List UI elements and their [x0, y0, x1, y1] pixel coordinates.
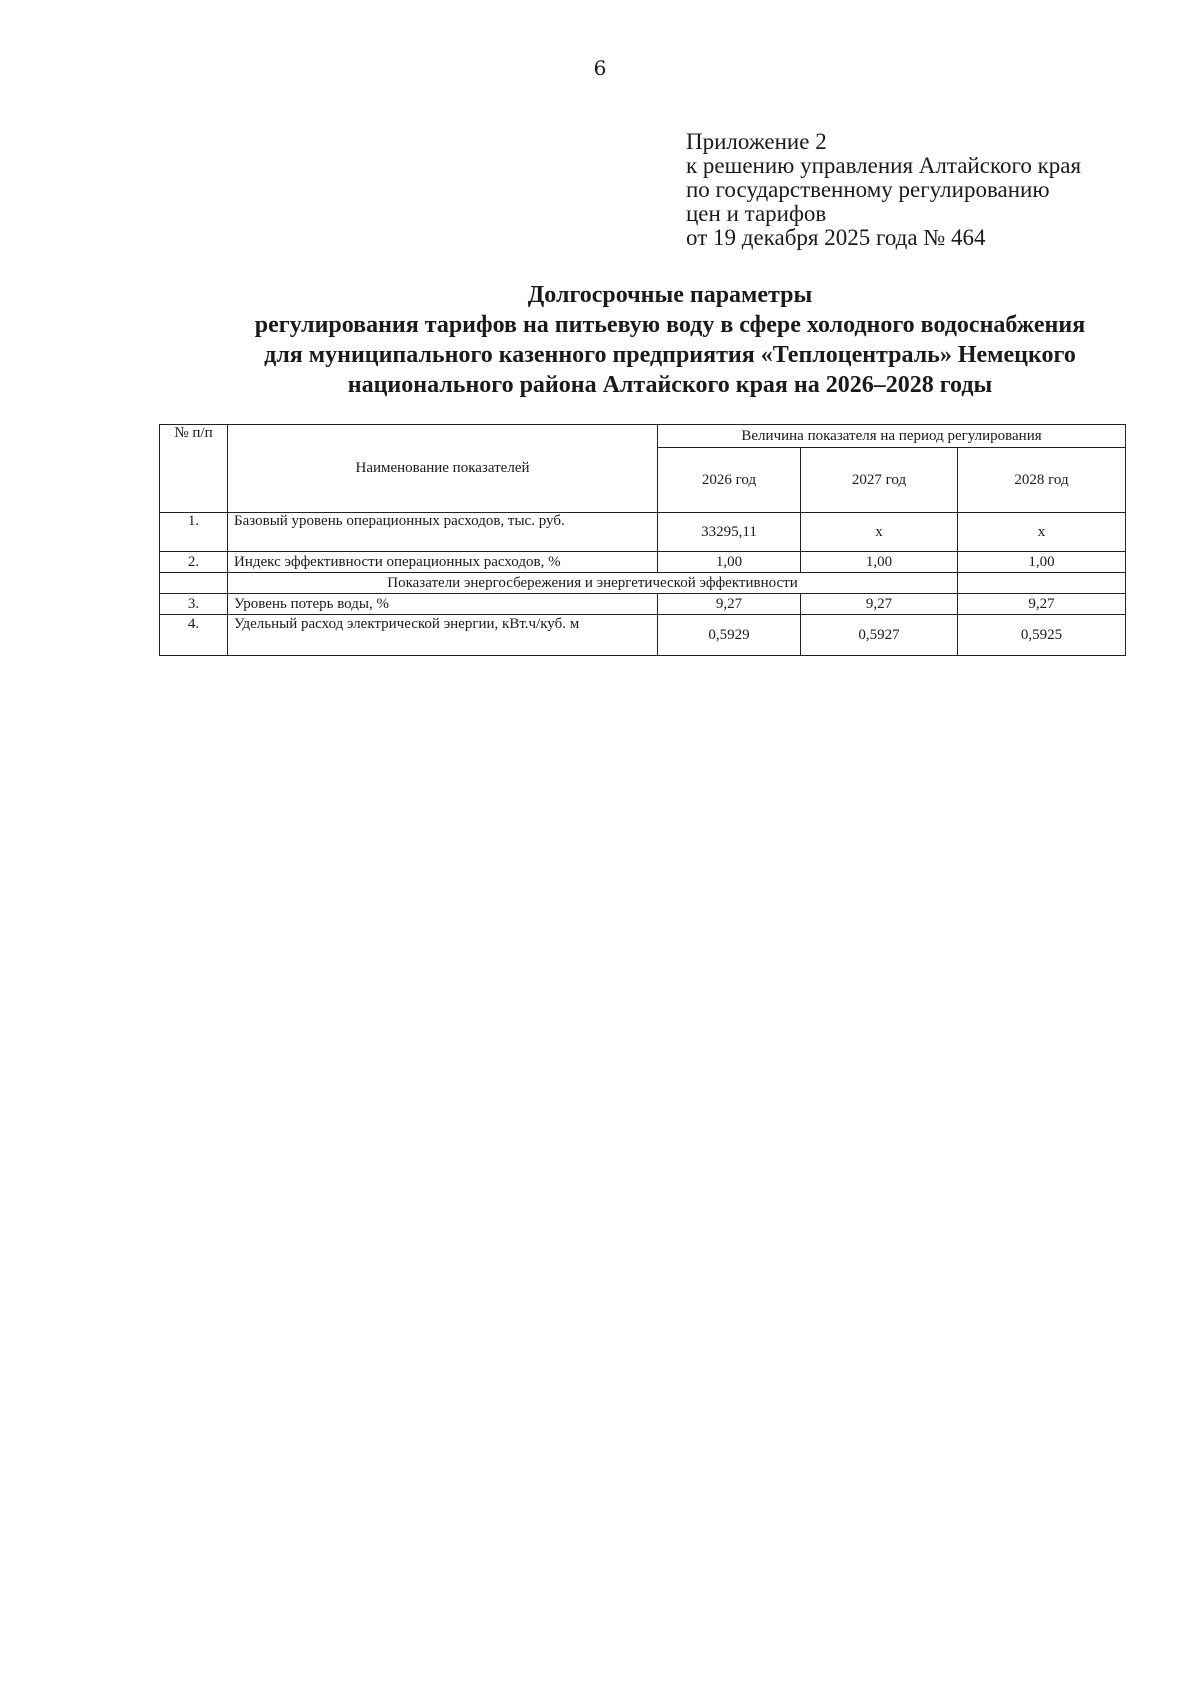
row-num: 4.	[160, 615, 228, 656]
row-value: 0,5929	[658, 615, 801, 656]
row-name: Базовый уровень операционных расходов, тыс. руб.	[228, 513, 658, 552]
header-year: 2028 год	[958, 448, 1126, 513]
header-name: Наименование показателей	[228, 425, 658, 513]
section-empty-cell	[160, 573, 228, 594]
table-row	[160, 513, 1126, 552]
appendix-reference	[686, 130, 1166, 250]
table-header-row	[160, 425, 1126, 448]
header-num: № п/п	[160, 425, 228, 513]
title-line: регулирования тарифов на питьевую воду в сфере холодного водоснабжения	[254, 312, 1086, 338]
row-name: Индекс эффективности операционных расходов, %	[228, 552, 658, 573]
appendix-line: Приложение 2	[686, 129, 827, 154]
header-period: Величина показателя на период регулирования	[658, 425, 1126, 448]
row-value: 1,00	[958, 552, 1126, 573]
header-year: 2027 год	[801, 448, 958, 513]
title-line: Долгосрочные параметры	[527, 282, 813, 308]
table-row	[160, 615, 1126, 656]
page-number: 6	[593, 56, 607, 80]
section-empty-cell	[958, 573, 1126, 594]
row-name: Уровень потерь воды, %	[228, 594, 658, 615]
section-row	[160, 573, 1126, 594]
row-value: 9,27	[958, 594, 1126, 615]
row-num: 3.	[160, 594, 228, 615]
appendix-line: к решению управления Алтайского края	[686, 153, 1082, 178]
title-line: национального района Алтайского края на 2026–2028 годы	[347, 372, 993, 398]
row-value: х	[958, 513, 1126, 552]
row-value: 0,5925	[958, 615, 1126, 656]
table-row	[160, 552, 1126, 573]
row-value: 0,5927	[801, 615, 958, 656]
row-num: 1.	[160, 513, 228, 552]
section-label: Показатели энергосбережения и энергетической эффективности	[228, 573, 958, 594]
table-row	[160, 594, 1126, 615]
row-value: 9,27	[658, 594, 801, 615]
appendix-line: от 19 декабря 2025 года № 464	[686, 225, 986, 250]
row-value: х	[801, 513, 958, 552]
row-name: Удельный расход электрической энергии, кВт.ч/куб. м	[228, 615, 658, 656]
row-value: 1,00	[658, 552, 801, 573]
appendix-line: по государственному регулированию	[686, 177, 1050, 202]
parameters-table	[159, 424, 1126, 656]
row-value: 1,00	[801, 552, 958, 573]
appendix-line: цен и тарифов	[686, 201, 827, 226]
title-line: для муниципального казенного предприятия «Теплоцентраль» Немецкого	[264, 342, 1076, 368]
header-year: 2026 год	[658, 448, 801, 513]
document-title	[140, 280, 1200, 400]
row-value: 9,27	[801, 594, 958, 615]
row-num: 2.	[160, 552, 228, 573]
row-value: 33295,11	[658, 513, 801, 552]
